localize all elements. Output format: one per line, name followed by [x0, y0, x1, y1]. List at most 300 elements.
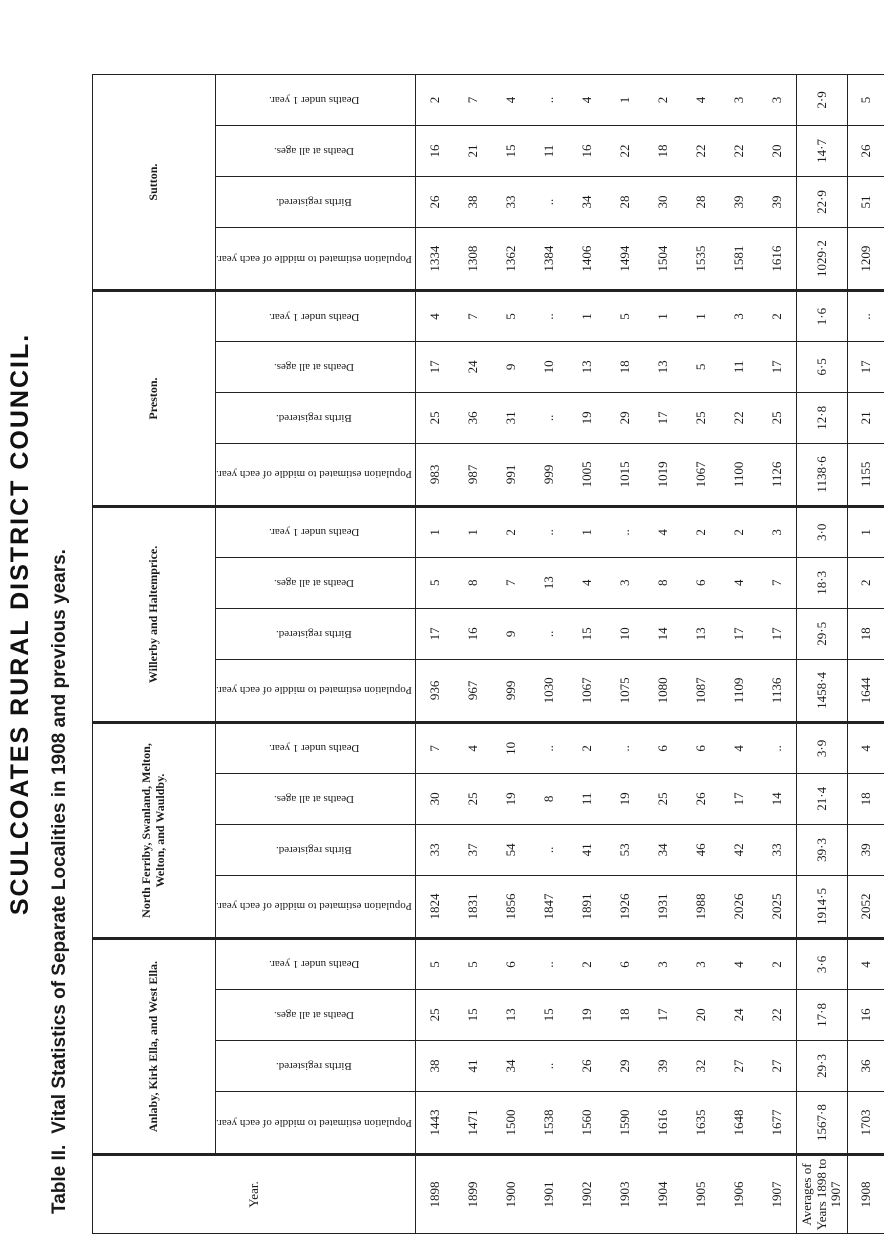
value-cell: 29·3	[796, 1040, 847, 1091]
value-cell: 37	[454, 824, 492, 875]
value-cell: 1504	[644, 228, 682, 291]
table-row	[720, 75, 758, 1234]
value-cell: 3	[720, 291, 758, 342]
value-cell: 18	[847, 773, 884, 824]
value-cell: 13	[682, 608, 720, 659]
value-cell: 27	[720, 1040, 758, 1091]
table-row	[454, 75, 492, 1234]
value-cell: 34	[492, 1040, 530, 1091]
year-cell: 1901	[530, 1155, 568, 1234]
value-cell: 39	[758, 176, 797, 227]
value-cell: 18·3	[796, 557, 847, 608]
value-cell: 32	[682, 1040, 720, 1091]
value-cell: 1	[606, 75, 644, 126]
value-cell: 6	[682, 722, 720, 773]
column-header	[216, 608, 416, 659]
value-cell: 3·9	[796, 722, 847, 773]
column-header-text: Deaths at all ages.	[273, 360, 354, 373]
value-cell: ..	[530, 75, 568, 126]
value-cell: 19	[492, 773, 530, 824]
value-cell: 1494	[606, 228, 644, 291]
value-cell: 1136	[758, 659, 797, 722]
value-cell: 1209	[847, 228, 884, 291]
value-cell: 1	[454, 506, 492, 557]
year-cell: 1905	[682, 1155, 720, 1234]
table-row	[606, 75, 644, 1234]
value-cell: 1824	[415, 875, 454, 938]
value-cell: 18	[847, 608, 884, 659]
value-cell: 3	[758, 75, 797, 126]
value-cell: ..	[606, 506, 644, 557]
column-header-text: Population estimated to middle of each year.	[216, 900, 412, 913]
value-cell: 17	[644, 392, 682, 443]
value-cell: 8	[454, 557, 492, 608]
value-cell: 22	[720, 392, 758, 443]
value-cell: 15	[530, 989, 568, 1040]
value-cell: 33	[492, 176, 530, 227]
value-cell: 17	[758, 608, 797, 659]
value-cell: 24	[720, 989, 758, 1040]
column-header-text: Deaths under 1 year.	[268, 958, 360, 971]
value-cell: 2052	[847, 875, 884, 938]
value-cell: 33	[758, 824, 797, 875]
value-cell: 1406	[568, 228, 606, 291]
locality-header: North Ferriby, Swanland, Melton, Welton, and Wauldby.	[93, 722, 216, 938]
value-cell: 22	[720, 125, 758, 176]
value-cell: 4	[847, 939, 884, 990]
value-cell: 28	[606, 176, 644, 227]
value-cell: 1535	[682, 228, 720, 291]
value-cell: 5	[454, 939, 492, 990]
value-cell: 999	[492, 659, 530, 722]
value-cell: 1334	[415, 228, 454, 291]
value-cell: 11	[530, 125, 568, 176]
column-header-text: Births registered.	[276, 843, 352, 856]
value-cell: 16	[415, 125, 454, 176]
value-cell: 1005	[568, 443, 606, 506]
value-cell: ..	[530, 291, 568, 342]
year-cell: 1908	[847, 1155, 884, 1234]
value-cell: ..	[530, 608, 568, 659]
value-cell: 7	[454, 75, 492, 126]
value-cell: 1931	[644, 875, 682, 938]
value-cell: 5	[847, 75, 884, 126]
value-cell: 1075	[606, 659, 644, 722]
value-cell: ..	[530, 939, 568, 990]
value-cell: 2	[720, 506, 758, 557]
value-cell: 15	[454, 989, 492, 1040]
column-header	[216, 939, 416, 990]
column-header	[216, 75, 416, 126]
locality-header: Willerby and Haltemprice.	[93, 506, 216, 722]
value-cell: 24	[454, 341, 492, 392]
value-cell: 1067	[682, 443, 720, 506]
value-cell: 1	[847, 506, 884, 557]
locality-header: Anlaby, Kirk Ella, and West Ella.	[93, 939, 216, 1155]
value-cell: 42	[720, 824, 758, 875]
table-caption	[49, 34, 71, 1214]
value-cell: 4	[568, 75, 606, 126]
value-cell: 46	[682, 824, 720, 875]
value-cell: 3	[644, 939, 682, 990]
value-cell: 15	[568, 608, 606, 659]
value-cell: 11	[568, 773, 606, 824]
value-cell: ..	[606, 722, 644, 773]
value-cell: 22	[682, 125, 720, 176]
year-cell: 1903	[606, 1155, 644, 1234]
value-cell: 2	[568, 939, 606, 990]
value-cell: 1616	[644, 1091, 682, 1154]
value-cell: 3	[682, 939, 720, 990]
value-cell: ..	[758, 722, 797, 773]
year-cell: 1906	[720, 1155, 758, 1234]
column-header	[216, 443, 416, 506]
column-header-text: Births registered.	[276, 627, 352, 640]
value-cell: 51	[847, 176, 884, 227]
value-cell: 25	[644, 773, 682, 824]
value-cell: 19	[568, 392, 606, 443]
value-cell: 38	[415, 1040, 454, 1091]
value-cell: 6·5	[796, 341, 847, 392]
value-cell: 7	[492, 557, 530, 608]
column-header-text: Births registered.	[276, 196, 352, 208]
value-cell: 17	[644, 989, 682, 1040]
value-cell: 26	[415, 176, 454, 227]
value-cell: 1067	[568, 659, 606, 722]
value-cell: 54	[492, 824, 530, 875]
value-cell: 1384	[530, 228, 568, 291]
value-cell: 2	[644, 75, 682, 126]
column-header	[216, 506, 416, 557]
column-header-text: Population estimated to middle of each year.	[216, 252, 412, 265]
value-cell: 1	[682, 291, 720, 342]
value-cell: 5	[415, 557, 454, 608]
table-title: Vital Statistics of Separate Localities in 1908 and previous years.	[49, 549, 70, 1134]
value-cell: 1	[644, 291, 682, 342]
value-cell: 9	[492, 341, 530, 392]
value-cell: 29·5	[796, 608, 847, 659]
value-cell: ..	[530, 506, 568, 557]
value-cell: 30	[644, 176, 682, 227]
column-header	[216, 228, 416, 291]
column-header-text: Deaths at all ages.	[273, 1008, 354, 1021]
value-cell: 5	[682, 341, 720, 392]
value-cell: 1138·6	[796, 443, 847, 506]
value-cell: 1015	[606, 443, 644, 506]
value-cell: 36	[847, 1040, 884, 1091]
column-header-text: Deaths under 1 year.	[268, 742, 360, 755]
value-cell: 1891	[568, 875, 606, 938]
value-cell: 14·7	[796, 125, 847, 176]
value-cell: 18	[606, 341, 644, 392]
value-cell: 17	[847, 341, 884, 392]
value-cell: 4	[847, 722, 884, 773]
value-cell: 1500	[492, 1091, 530, 1154]
column-header-text: Population estimated to middle of each year.	[216, 684, 412, 697]
value-cell: 41	[568, 824, 606, 875]
locality-header: Sutton.	[93, 75, 216, 291]
value-cell: 39	[847, 824, 884, 875]
value-cell: 16	[568, 125, 606, 176]
year-cell: 1899	[454, 1155, 492, 1234]
value-cell: 17·8	[796, 989, 847, 1040]
value-cell: 30	[415, 773, 454, 824]
column-header	[216, 341, 416, 392]
value-cell: 3·0	[796, 506, 847, 557]
value-cell: 2	[847, 557, 884, 608]
value-cell: 1	[568, 291, 606, 342]
value-cell: 13	[568, 341, 606, 392]
value-cell: 1080	[644, 659, 682, 722]
column-header	[216, 989, 416, 1040]
value-cell: 6	[644, 722, 682, 773]
value-cell: 31	[492, 392, 530, 443]
value-cell: ..	[530, 722, 568, 773]
page-heading	[6, 34, 71, 1214]
locality-header-row	[93, 75, 216, 1234]
value-cell: ..	[530, 176, 568, 227]
value-cell: 1019	[644, 443, 682, 506]
value-cell: 6	[682, 557, 720, 608]
value-cell: 1590	[606, 1091, 644, 1154]
statistics-table	[92, 74, 884, 1234]
table-row	[568, 75, 606, 1234]
value-cell: 6	[606, 939, 644, 990]
value-cell: 987	[454, 443, 492, 506]
value-cell: 1567·8	[796, 1091, 847, 1154]
value-cell: 4	[568, 557, 606, 608]
value-cell: 21·4	[796, 773, 847, 824]
value-cell: 7	[415, 722, 454, 773]
value-cell: 39	[720, 176, 758, 227]
value-cell: 13	[644, 341, 682, 392]
value-cell: 1126	[758, 443, 797, 506]
value-cell: 21	[847, 392, 884, 443]
value-cell: 25	[415, 989, 454, 1040]
table-row	[847, 75, 884, 1234]
value-cell: 3·6	[796, 939, 847, 990]
table-row	[492, 75, 530, 1234]
value-cell: 25	[454, 773, 492, 824]
value-cell: 1988	[682, 875, 720, 938]
value-cell: 983	[415, 443, 454, 506]
value-cell: 17	[720, 773, 758, 824]
value-cell: 33	[415, 824, 454, 875]
council-title: SCULCOATES RURAL DISTRICT COUNCIL.	[6, 332, 34, 916]
value-cell: 1847	[530, 875, 568, 938]
value-cell: 34	[644, 824, 682, 875]
value-cell: 4	[720, 722, 758, 773]
value-cell: 53	[606, 824, 644, 875]
value-cell: 39	[644, 1040, 682, 1091]
value-cell: 7	[758, 557, 797, 608]
value-cell: 10	[530, 341, 568, 392]
value-cell: 15	[492, 125, 530, 176]
value-cell: 5	[492, 291, 530, 342]
value-cell: 4	[682, 75, 720, 126]
value-cell: 9	[492, 608, 530, 659]
value-cell: 5	[415, 939, 454, 990]
year-cell: 1898	[415, 1155, 454, 1234]
value-cell: 22	[758, 989, 797, 1040]
value-cell: 8	[530, 773, 568, 824]
value-cell: 1560	[568, 1091, 606, 1154]
value-cell: 18	[644, 125, 682, 176]
column-header-text: Deaths at all ages.	[273, 576, 354, 589]
value-cell: 1	[568, 506, 606, 557]
year-cell: 1907	[758, 1155, 797, 1234]
year-cell: Averages of Years 1898 to 1907	[796, 1155, 847, 1234]
value-cell: 16	[847, 989, 884, 1040]
value-cell: 17	[720, 608, 758, 659]
value-cell: 1677	[758, 1091, 797, 1154]
value-cell: 1100	[720, 443, 758, 506]
value-cell: 20	[682, 989, 720, 1040]
value-cell: 2	[568, 722, 606, 773]
table-row	[758, 75, 797, 1234]
value-cell: 39·3	[796, 824, 847, 875]
value-cell: 17	[415, 341, 454, 392]
column-header	[216, 291, 416, 342]
value-cell: 2	[492, 506, 530, 557]
column-header	[216, 824, 416, 875]
value-cell: 2	[415, 75, 454, 126]
value-cell: 1581	[720, 228, 758, 291]
column-header	[216, 722, 416, 773]
value-cell: 999	[530, 443, 568, 506]
value-cell: 4	[720, 557, 758, 608]
value-cell: 936	[415, 659, 454, 722]
column-header-text: Deaths at all ages.	[273, 792, 354, 805]
value-cell: 1616	[758, 228, 797, 291]
value-cell: 11	[720, 341, 758, 392]
value-cell: 21	[454, 125, 492, 176]
value-cell: 1443	[415, 1091, 454, 1154]
value-cell: 17	[415, 608, 454, 659]
value-cell: 1926	[606, 875, 644, 938]
value-cell: 27	[758, 1040, 797, 1091]
value-cell: ..	[530, 1040, 568, 1091]
value-cell: ..	[847, 291, 884, 342]
column-header	[216, 557, 416, 608]
locality-header: Preston.	[93, 291, 216, 507]
value-cell: 17	[758, 341, 797, 392]
value-cell: ..	[530, 392, 568, 443]
year-cell: 1902	[568, 1155, 606, 1234]
column-header	[216, 875, 416, 938]
column-header-text: Births registered.	[276, 411, 352, 424]
table-row	[415, 75, 454, 1234]
column-header-text: Population estimated to middle of each year.	[216, 1116, 412, 1129]
value-cell: 36	[454, 392, 492, 443]
value-cell: 4	[415, 291, 454, 342]
value-cell: 38	[454, 176, 492, 227]
value-cell: 25	[758, 392, 797, 443]
value-cell: 2026	[720, 875, 758, 938]
year-cell: 1900	[492, 1155, 530, 1234]
column-header	[216, 125, 416, 176]
year-header: Year.	[93, 1155, 416, 1234]
value-cell: 6	[492, 939, 530, 990]
table-row	[682, 75, 720, 1234]
value-cell: 1030	[530, 659, 568, 722]
table-row	[530, 75, 568, 1234]
value-cell: 10	[492, 722, 530, 773]
value-cell: ..	[530, 824, 568, 875]
column-header-row	[216, 75, 416, 1234]
value-cell: 1	[415, 506, 454, 557]
value-cell: 2·9	[796, 75, 847, 126]
column-header-text: Deaths under 1 year.	[268, 310, 360, 323]
value-cell: 1831	[454, 875, 492, 938]
value-cell: 4	[644, 506, 682, 557]
column-header-text: Deaths under 1 year.	[268, 93, 360, 106]
value-cell: 13	[492, 989, 530, 1040]
value-cell: 18	[606, 989, 644, 1040]
value-cell: 29	[606, 392, 644, 443]
value-cell: 1087	[682, 659, 720, 722]
value-cell: 1155	[847, 443, 884, 506]
value-cell: 25	[415, 392, 454, 443]
value-cell: 41	[454, 1040, 492, 1091]
column-header	[216, 1040, 416, 1091]
value-cell: 4	[492, 75, 530, 126]
value-cell: 14	[644, 608, 682, 659]
value-cell: 991	[492, 443, 530, 506]
value-cell: 3	[606, 557, 644, 608]
value-cell: 7	[454, 291, 492, 342]
value-cell: 1458·4	[796, 659, 847, 722]
value-cell: 22	[606, 125, 644, 176]
value-cell: 1471	[454, 1091, 492, 1154]
value-cell: 34	[568, 176, 606, 227]
year-cell: 1904	[644, 1155, 682, 1234]
value-cell: 10	[606, 608, 644, 659]
value-cell: 1029·2	[796, 228, 847, 291]
column-header-text: Deaths at all ages.	[273, 144, 354, 157]
value-cell: 14	[758, 773, 797, 824]
column-header	[216, 1091, 416, 1154]
value-cell: 1635	[682, 1091, 720, 1154]
value-cell: 1362	[492, 228, 530, 291]
value-cell: 2	[682, 506, 720, 557]
value-cell: 25	[682, 392, 720, 443]
value-cell: 1·6	[796, 291, 847, 342]
value-cell: 29	[606, 1040, 644, 1091]
column-header	[216, 176, 416, 227]
value-cell: 1914·5	[796, 875, 847, 938]
value-cell: 4	[720, 939, 758, 990]
value-cell: 22·9	[796, 176, 847, 227]
table-row	[644, 75, 682, 1234]
table-row	[796, 75, 847, 1234]
value-cell: 28	[682, 176, 720, 227]
column-header	[216, 773, 416, 824]
column-header-text: Population estimated to middle of each year.	[216, 468, 412, 481]
value-cell: 8	[644, 557, 682, 608]
value-cell: 26	[568, 1040, 606, 1091]
value-cell: 16	[454, 608, 492, 659]
column-header	[216, 392, 416, 443]
value-cell: 19	[568, 989, 606, 1040]
value-cell: 4	[454, 722, 492, 773]
value-cell: 26	[682, 773, 720, 824]
value-cell: 2	[758, 291, 797, 342]
value-cell: 3	[758, 506, 797, 557]
value-cell: 1648	[720, 1091, 758, 1154]
value-cell: 26	[847, 125, 884, 176]
value-cell: 2025	[758, 875, 797, 938]
